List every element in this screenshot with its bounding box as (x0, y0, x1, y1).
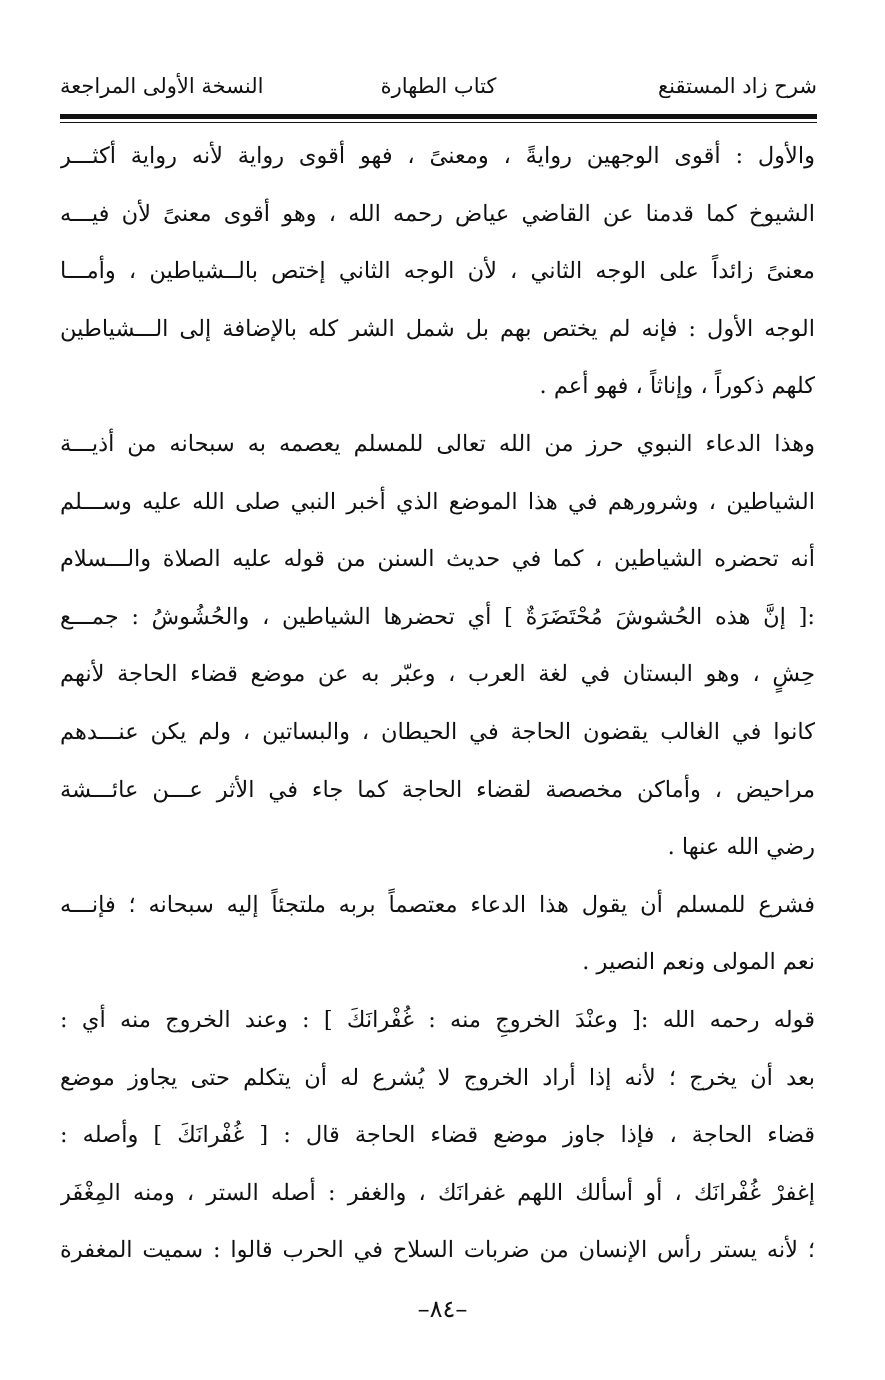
page-number: –٨٤– (417, 1295, 468, 1323)
matn-heading-line: قوله رحمه الله :[ وعنْدَ الخروجِ منه : غُفْرانَكَ ] : وعند الخروج منه أي : (60, 1006, 815, 1033)
text-line: ؛ لأنه يستر رأس الإنسان من ضربات السلاح في الحرب قالوا : سميت المغفرة (60, 1237, 815, 1264)
text-line: والأول : أقوى الوجهين روايةً ، ومعنىً ، فهو أقوى رواية لأنه رواية أكثـــر (60, 143, 815, 169)
text-line: قضاء الحاجة ، فإذا جاوز موضع قضاء الحاجة قال : [ غُفْرانَكَ ] وأصله : (60, 1122, 815, 1149)
header-chapter-title: كتاب الطهارة (380, 74, 497, 98)
text-line: رضي الله عنها . (667, 834, 815, 861)
text-line: الشيوخ كما قدمنا عن القاضي عياض رحمه الله ، وهو أقوى معنىً لأن فيـــه (60, 200, 815, 227)
hadith-line: :[ إنَّ هذه الحُشوشَ مُحْتَضَرَةٌ ] أي تحضرها الشياطين ، والحُشُوشُ : جمـــع (60, 603, 815, 630)
text-line: معنىً زائداً على الوجه الثاني ، لأن الوجه الثاني إختص بالــشياطين ، وأمـــا (60, 258, 815, 285)
text-line: الوجه الأول : فإنه لم يختص بهم بل شمل الشر كله بالإضافة إلى الـــشياطين (60, 315, 815, 342)
header-edition: النسخة الأولى المراجعة (60, 74, 264, 98)
text-line: فشرع للمسلم أن يقول هذا الدعاء معتصماً بربه ملتجئاً إليه سبحانه ؛ فإنـــه (60, 891, 815, 918)
header-book-title: شرح زاد المستقنع (658, 74, 817, 98)
text-line: كانوا في الغالب يقضون الحاجة في الحيطان ، والبساتين ، ولم يكن عنـــدهم (60, 718, 815, 745)
running-header (60, 72, 817, 112)
text-line: نعم المولى ونعم النصير . (582, 949, 815, 976)
header-thick-rule (60, 114, 817, 119)
text-line: الشياطين ، وشرورهم في هذا الموضع الذي أخبر النبي صلى الله عليه وســـلم (60, 488, 815, 515)
text-line: مراحيض ، وأماكن مخصصة لقضاء الحاجة كما جاء في الأثر عـــن عائـــشة (60, 776, 815, 803)
text-line: أنه تحضره الشياطين ، كما في حديث السنن من قوله عليه الصلاة والـــسلام (60, 546, 815, 573)
text-line: إغفرْ غُفْرانَك ، أو أسألك اللهم غفرانَك ، والغفر : أصله الستر ، ومنه المِغْفَر (60, 1179, 815, 1206)
text-line: بعد أن يخرج ؛ لأنه إذا أراد الخروج لا يُشرع له أن يتكلم حتى يجاوز موضع (60, 1064, 815, 1091)
text-line: كلهم ذكوراً ، وإناثاً ، فهو أعم . (539, 373, 815, 400)
text-line: وهذا الدعاء النبوي حرز من الله تعالى للمسلم يعصمه به سبحانه من أذيـــة (60, 430, 815, 457)
body-text (60, 128, 815, 1280)
text-line: حِشٍ ، وهو البستان في لغة العرب ، وعبّر به عن موضع قضاء الحاجة لأنهم (60, 661, 815, 688)
header-thin-rule (60, 122, 817, 123)
